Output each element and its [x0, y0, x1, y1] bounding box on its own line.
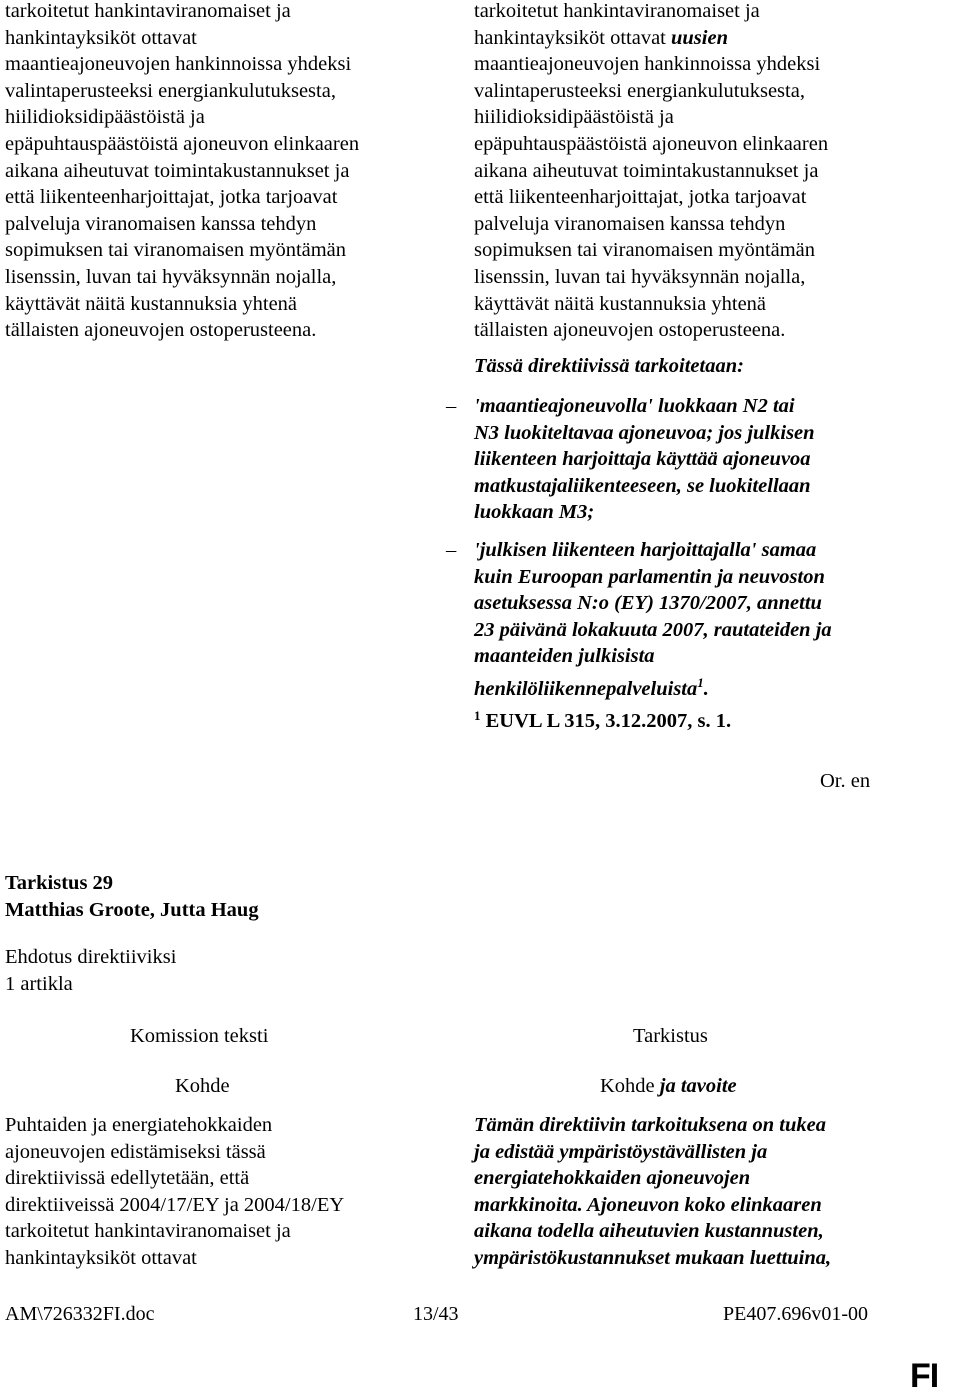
text-line: ympäristökustannukset mukaan luettuina, — [474, 1246, 832, 1269]
added-text: ja tavoite — [659, 1075, 737, 1097]
text-line: Tämän direktiivin tarkoituksena on tukea — [474, 1114, 826, 1136]
text-line: palveluja viranomaisen kanssa tehdyn — [474, 212, 786, 235]
text-line: direktiiveissä 2004/17/EY ja 2004/18/EY — [5, 1193, 345, 1216]
footnote-marker: 1 — [697, 674, 704, 690]
text-line: tarkoitetut hankintaviranomaiset ja — [474, 0, 760, 22]
text-line: asetuksessa N:o (EY) 1370/2007, annettu — [474, 592, 822, 615]
subheading-amendment — [600, 1075, 737, 1098]
text-line: ja edistää ympäristöystävällisten ja — [474, 1140, 768, 1163]
footnote-number: 1 — [474, 708, 481, 723]
text-line: sopimuksen tai viranomaisen myöntämän — [474, 239, 816, 262]
text-line: lisenssin, luvan tai hyväksynnän nojalla, — [474, 265, 806, 288]
text-line: aikana todella aiheutuvien kustannusten, — [474, 1220, 824, 1243]
subheading-commission: Kohde — [175, 1075, 230, 1097]
text-line — [474, 670, 832, 702]
text-plain: hankintayksiköt ottavat — [474, 26, 671, 49]
proposal-title: Ehdotus direktiiviksi — [5, 946, 177, 968]
commission-text-top — [5, 0, 359, 344]
text-line: tällaisten ajoneuvojen ostoperusteena. — [474, 319, 786, 342]
text-line: energiatehokkaiden ajoneuvojen — [474, 1167, 751, 1190]
text-line: hankintayksiköt ottavat — [5, 26, 197, 49]
text-line: N3 luokiteltavaa ajoneuvoa; jos julkisen — [474, 421, 815, 444]
text-line: tarkoitetut hankintaviranomaiset ja — [5, 1220, 291, 1243]
column-heading-commission: Komission teksti — [130, 1025, 269, 1047]
footnote — [474, 708, 731, 733]
text-line: hiilidioksidipäästöistä ja — [5, 106, 205, 129]
amendment-text-bottom — [474, 1112, 831, 1272]
text-line: luokkaan M3; — [474, 501, 595, 524]
page-number: 13/43 — [413, 1303, 459, 1325]
proposal-article: 1 artikla — [5, 973, 73, 995]
proposal-reference — [5, 944, 176, 998]
text-line: käyttävät näitä kustannuksia yhtenä — [5, 292, 298, 315]
text-line: ajoneuvojen edistämiseksi tässä — [5, 1140, 266, 1163]
text-line: että liikenteenharjoittajat, jotka tarjoavat — [474, 186, 807, 209]
text-line: kuin Euroopan parlamentin ja neuvoston — [474, 565, 825, 588]
language-code: FI — [910, 1357, 939, 1395]
definitions-intro-text: Tässä direktiivissä tarkoitetaan: — [474, 355, 744, 377]
text-line: hankintayksiköt ottavat — [5, 1246, 197, 1269]
footnote-text: EUVL L 315, 3.12.2007, s. 1. — [485, 710, 732, 732]
text-line: 'julkisen liikenteen harjoittajalla' samaa — [474, 539, 817, 561]
definition-item — [446, 537, 832, 702]
text-plain: henkilöliikennepalveluista — [474, 677, 698, 700]
added-word: uusien — [671, 26, 728, 49]
dash-bullet: – — [446, 539, 457, 561]
text-line: epäpuhtauspäästöistä ajoneuvon elinkaaren — [474, 132, 829, 155]
definition-item — [446, 393, 815, 526]
text-line: maanteiden julkisista — [474, 645, 655, 668]
text-line: tarkoitetut hankintaviranomaiset ja — [5, 0, 291, 22]
text-line: maantieajoneuvojen hankinnoissa yhdeksi — [5, 53, 352, 76]
definitions-intro — [474, 355, 744, 378]
text-line: matkustajaliikenteeseen, se luokitellaan — [474, 474, 811, 497]
text-line: epäpuhtauspäästöistä ajoneuvon elinkaaren — [5, 132, 360, 155]
text-line: lisenssin, luvan tai hyväksynnän nojalla, — [5, 265, 337, 288]
text-line — [474, 25, 828, 52]
column-heading-amendment: Tarkistus — [633, 1025, 708, 1047]
text-line: maantieajoneuvojen hankinnoissa yhdeksi — [474, 53, 821, 76]
original-language: Or. en — [820, 770, 871, 792]
text-line: että liikenteenharjoittajat, jotka tarjoavat — [5, 186, 338, 209]
text-line: direktiivissä edellytetään, että — [5, 1167, 250, 1190]
text-line: 'maantieajoneuvolla' luokkaan N2 tai — [474, 395, 795, 417]
amendment-text-top — [474, 0, 828, 344]
period: . — [703, 677, 709, 700]
text-line: liikenteen harjoittaja käyttää ajoneuvoa — [474, 448, 811, 471]
text-line: Puhtaiden ja energiatehokkaiden — [5, 1114, 273, 1136]
text-line: palveluja viranomaisen kanssa tehdyn — [5, 212, 317, 235]
text-line: aikana aiheutuvat toimintakustannukset ja — [474, 159, 819, 182]
text-line: valintaperusteeksi energiankulutuksesta, — [474, 79, 805, 102]
commission-text-bottom — [5, 1112, 344, 1272]
text-line: valintaperusteeksi energiankulutuksesta, — [5, 79, 336, 102]
text-line: tällaisten ajoneuvojen ostoperusteena. — [5, 319, 317, 342]
dash-bullet: – — [446, 395, 457, 417]
text-line: hiilidioksidipäästöistä ja — [474, 106, 674, 129]
text-line: sopimuksen tai viranomaisen myöntämän — [5, 239, 347, 262]
document-reference: AM\726332FI.doc — [5, 1303, 155, 1325]
text-line: käyttävät näitä kustannuksia yhtenä — [474, 292, 767, 315]
text-plain: Kohde — [600, 1075, 660, 1097]
amendment-heading — [5, 870, 259, 924]
page-footer — [0, 1303, 960, 1333]
amendment-authors: Matthias Groote, Jutta Haug — [5, 899, 259, 921]
text-line: aikana aiheutuvat toimintakustannukset ja — [5, 159, 350, 182]
text-line: markkinoita. Ajoneuvon koko elinkaaren — [474, 1193, 822, 1216]
amendment-number: Tarkistus 29 — [5, 872, 114, 894]
text-line: 23 päivänä lokakuuta 2007, rautateiden ja — [474, 618, 832, 641]
pe-reference: PE407.696v01-00 — [723, 1303, 868, 1325]
